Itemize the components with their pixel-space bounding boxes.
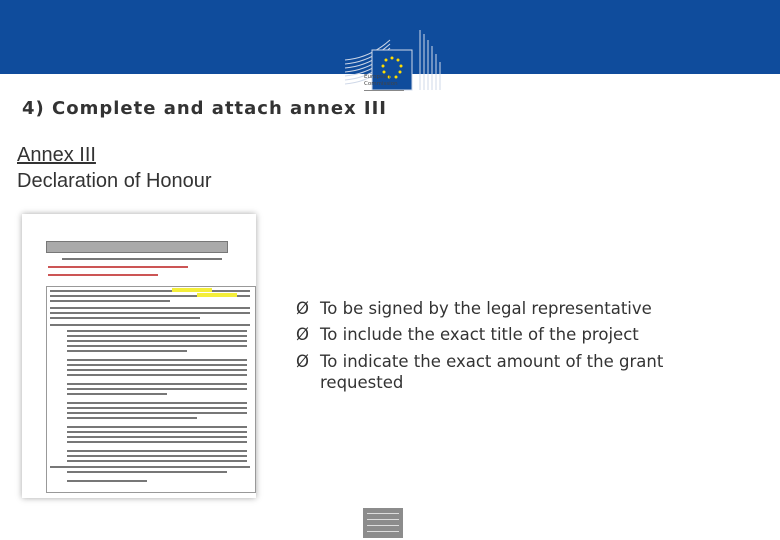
annex-subtitle: Declaration of Honour <box>17 170 212 192</box>
arrow-bullet-icon: Ø <box>296 352 309 371</box>
arrow-bullet-icon: Ø <box>296 299 309 318</box>
requirements-list <box>296 296 730 393</box>
slide-title: 4) Complete and attach annex III <box>22 98 388 119</box>
list-item: Ø To indicate the exact amount of the grant requested <box>296 352 664 392</box>
list-item: Ø To include the exact title of the project <box>296 322 730 348</box>
eacea-logo <box>363 508 403 538</box>
annex-label: Annex III <box>17 144 96 166</box>
annex-heading <box>17 142 212 194</box>
declaration-document-thumbnail <box>22 214 256 498</box>
arrow-bullet-icon: Ø <box>296 325 309 344</box>
logo-divider <box>364 90 404 91</box>
european-commission-label: European Commission <box>364 74 398 87</box>
list-item: Ø To be signed by the legal representative <box>296 296 730 322</box>
